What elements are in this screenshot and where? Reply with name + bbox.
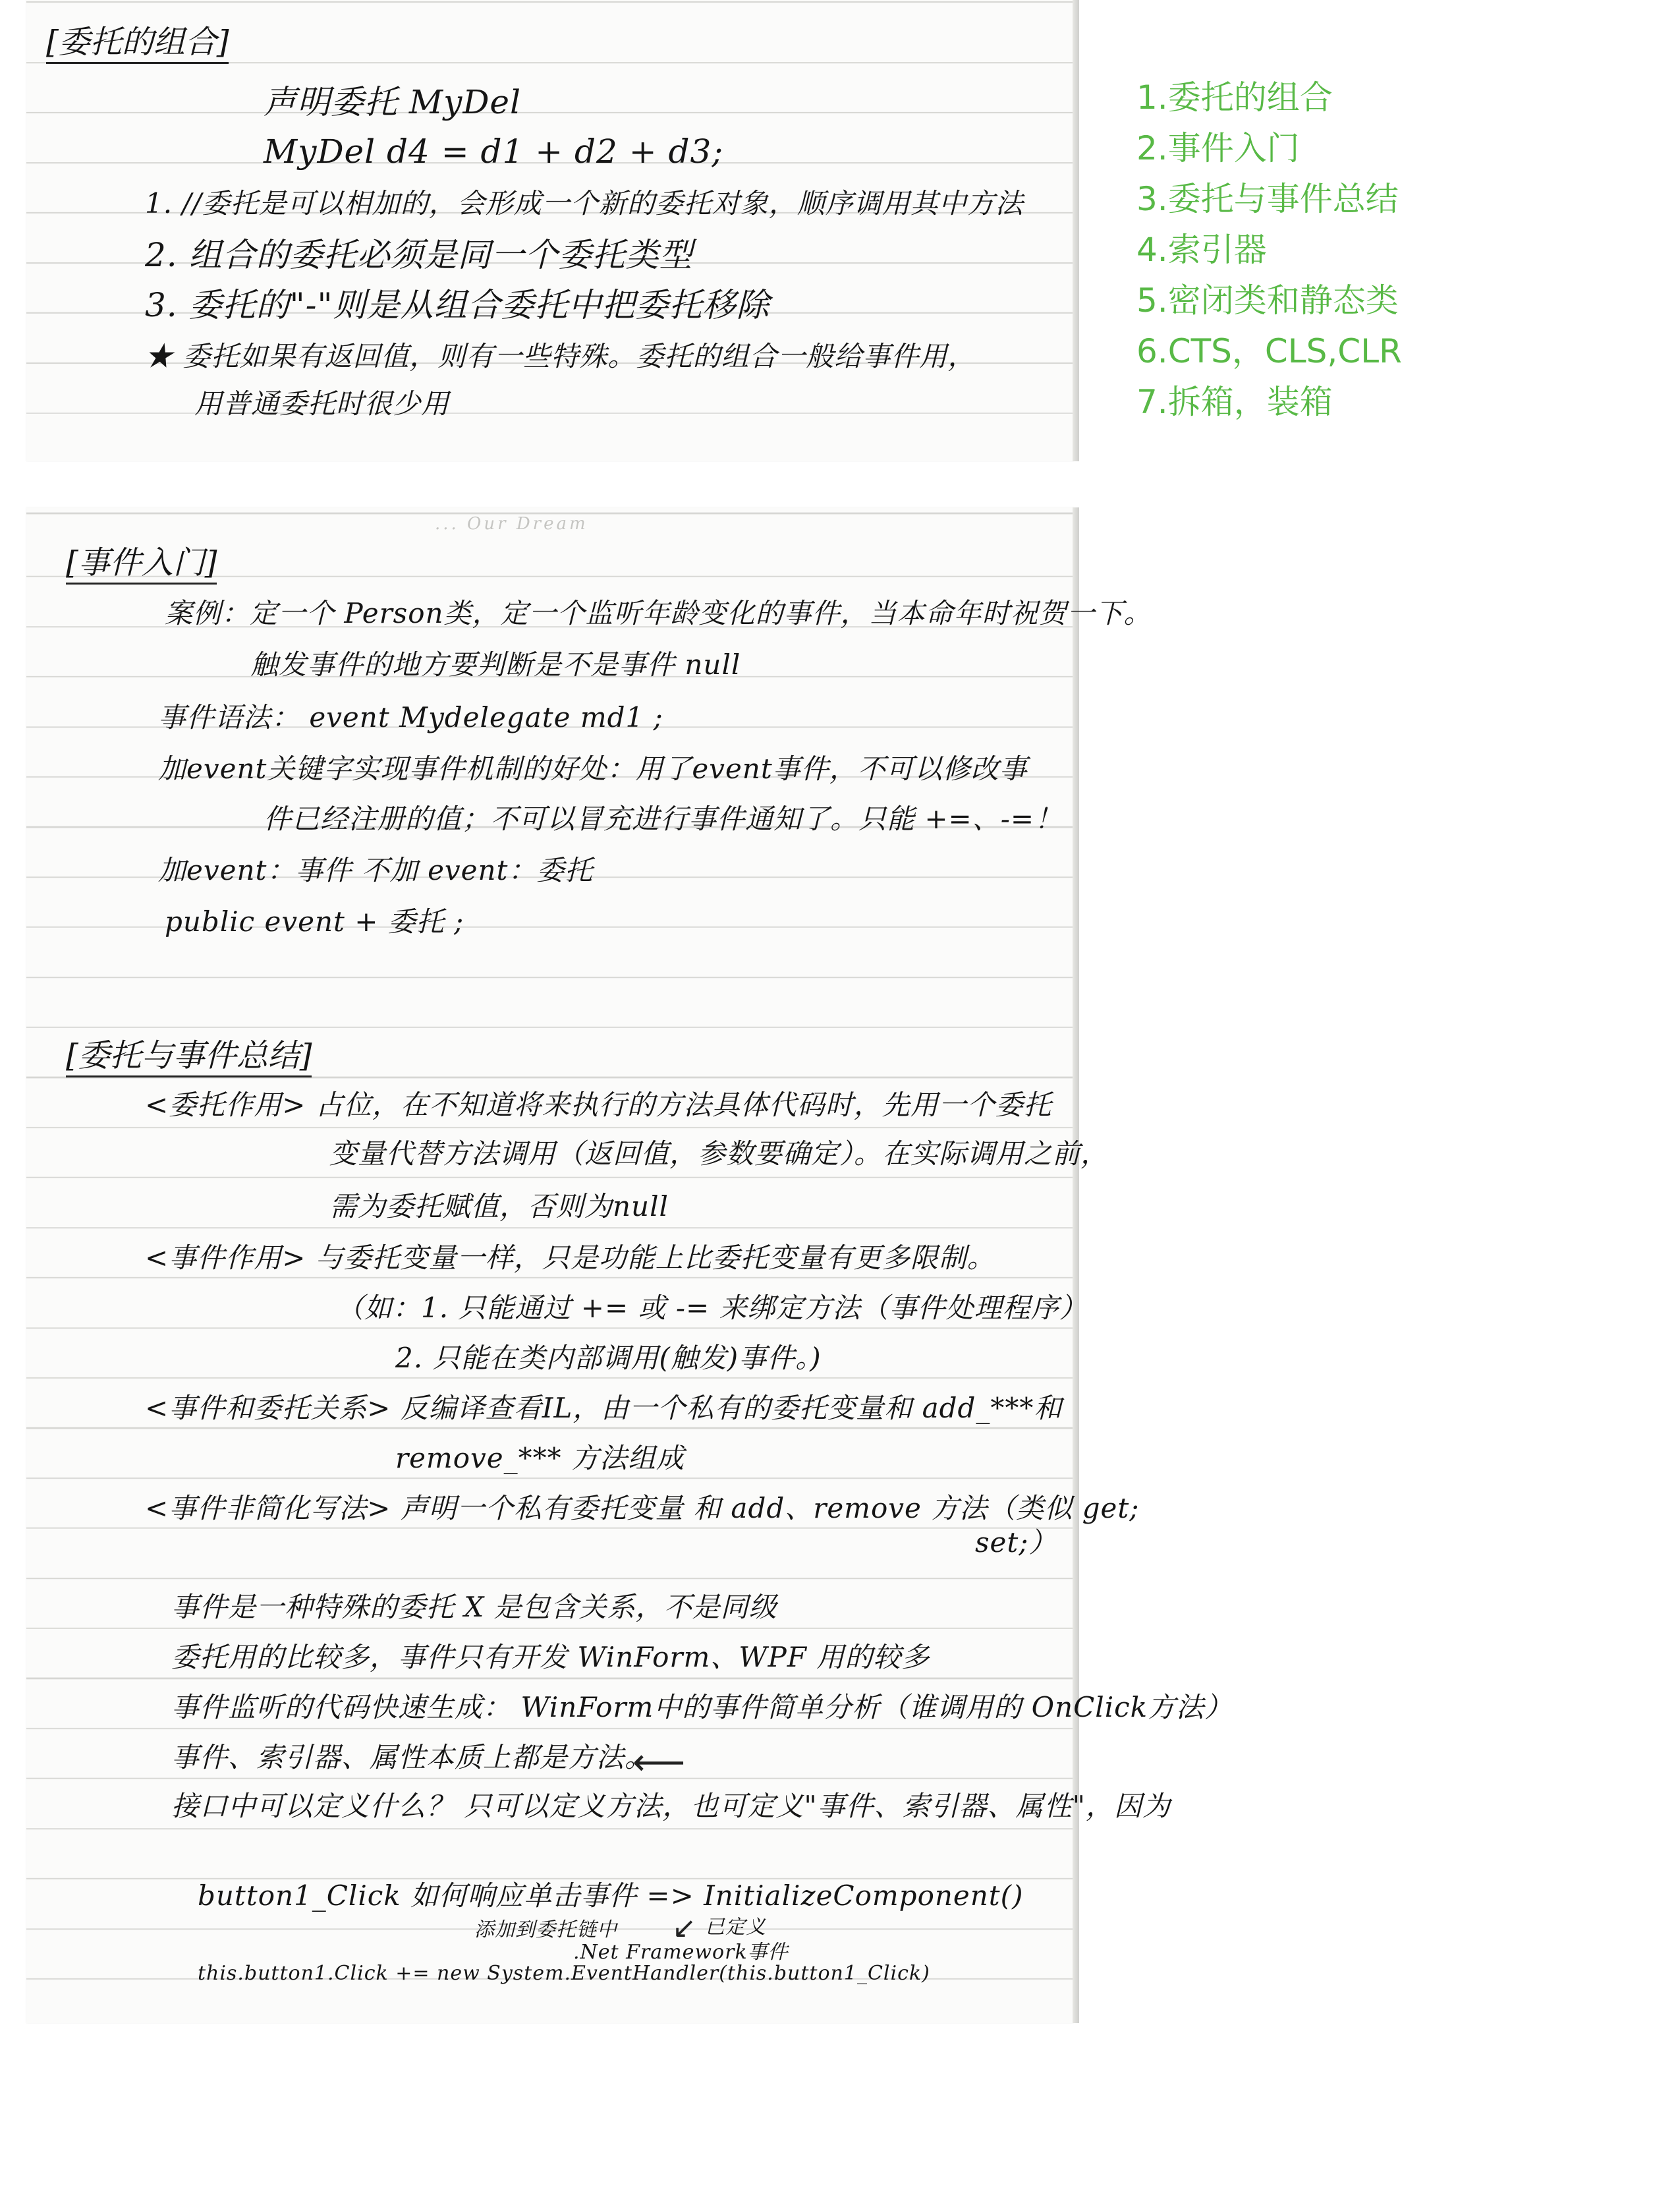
paper-watermark: ... Our Dream (435, 514, 588, 534)
note-line: <委托作用> 占位，在不知道将来执行的方法具体代码时，先用一个委托 (145, 1089, 1052, 1121)
note-line: button1_Click 如何响应单击事件 => InitializeComponent() (198, 1879, 1024, 1912)
heading-delegate-combination: [委托的组合] (46, 26, 229, 64)
toc-item: 1.委托的组合 (1136, 78, 1333, 117)
note-line: <事件和委托关系> 反编译查看IL，由一个私有的委托变量和 add_***和 (145, 1392, 1063, 1424)
toc-item: 4.索引器 (1136, 231, 1267, 269)
heading-event-intro: [事件入门] (66, 547, 217, 585)
note-line: <事件作用> 与委托变量一样，只是功能上比委托变量有更多限制。 (145, 1242, 995, 1274)
note-line: this.button1.Click += new System.EventHandler(this.button1_Click) (198, 1962, 930, 1985)
down-left-arrow-icon: ↙ (672, 1911, 696, 1945)
heading-delegate-event-summary: [委托与事件总结] (66, 1040, 312, 1077)
note-line: 用普通委托时很少用 (194, 387, 450, 420)
note-line: （如：1. 只能通过 += 或 -= 来绑定方法（事件处理程序） (336, 1292, 1088, 1324)
toc-item: 3.委托与事件总结 (1136, 180, 1399, 218)
note-line: 委托用的比较多，事件只有开发 WinForm、WPF 用的较多 (171, 1641, 930, 1673)
note-line: 件已经注册的值；不可以冒充进行事件通知了。只能 +=、-=！ (264, 803, 1063, 835)
note-line: 1. //委托是可以相加的，会形成一个新的委托对象，顺序调用其中方法 (145, 187, 1024, 219)
toc-item: 2.事件入门 (1136, 129, 1300, 167)
toc-item: 5.密闭类和静态类 (1136, 281, 1399, 320)
toc-item: 6.CTS，CLS,CLR (1136, 332, 1402, 370)
annotation-text: .Net Framework事件 (573, 1941, 789, 1964)
notebook-page-delegate-combination (26, 0, 1074, 461)
note-line: 事件、索引器、属性本质上都是方法。 (171, 1741, 654, 1773)
note-line: 事件监听的代码快速生成： WinForm中的事件简单分析（谁调用的 OnClick方法） (171, 1691, 1233, 1723)
note-line: 变量代替方法调用（返回值，参数要确定）。在实际调用之前， (329, 1137, 1109, 1170)
notebook-page-events (26, 507, 1233, 2023)
note-line: 加event：事件 不加 event：委托 (158, 854, 594, 886)
annotation-text: 已定义 (705, 1916, 766, 1939)
note-line: 2. 组合的委托必须是同一个委托类型 (145, 236, 693, 274)
note-line: remove_*** 方法组成 (395, 1442, 685, 1474)
note-line: public event + 委托 ; (165, 905, 464, 938)
note-line: set;） (975, 1526, 1057, 1559)
note-line: 3. 委托的"-"则是从组合委托中把委托移除 (145, 286, 770, 324)
note-line: ★ 委托如果有返回值，则有一些特殊。委托的组合一般给事件用， (145, 340, 976, 372)
note-line: 加event关键字实现事件机制的好处：用了event事件，不可以修改事 (158, 753, 1028, 785)
note-line: 触发事件的地方要判断是不是事件 null (250, 648, 741, 681)
note-line: <事件非简化写法> 声明一个私有委托变量 和 add、remove 方法（类似 get; (145, 1492, 1140, 1524)
annotation-text: 添加到委托链中 (474, 1918, 617, 1941)
note-line: 需为委托赋值，否则为null (329, 1190, 669, 1222)
note-line: 声明委托 MyDel (264, 83, 522, 121)
note-line: MyDel d4 = d1 + d2 + d3; (264, 132, 724, 171)
note-line: 事件语法： event Mydelegate md1 ; (158, 701, 663, 733)
toc-item: 7.拆箱，装箱 (1136, 383, 1333, 421)
note-line: 案例：定一个 Person类，定一个监听年龄变化的事件，当本命年时祝贺一下。 (165, 597, 1152, 629)
page-edge (1073, 0, 1079, 461)
table-of-contents (1136, 72, 1402, 428)
note-line: 事件是一种特殊的委托 X 是包含关系，不是同级 (171, 1591, 777, 1623)
note-line: 2. 只能在类内部调用(触发)事件。) (395, 1342, 822, 1374)
back-arrow-icon: ⟵ (632, 1741, 686, 1784)
note-line: 接口中可以定义什么？ 只可以定义方法，也可定义"事件、索引器、属性"，因为 (171, 1790, 1171, 1822)
